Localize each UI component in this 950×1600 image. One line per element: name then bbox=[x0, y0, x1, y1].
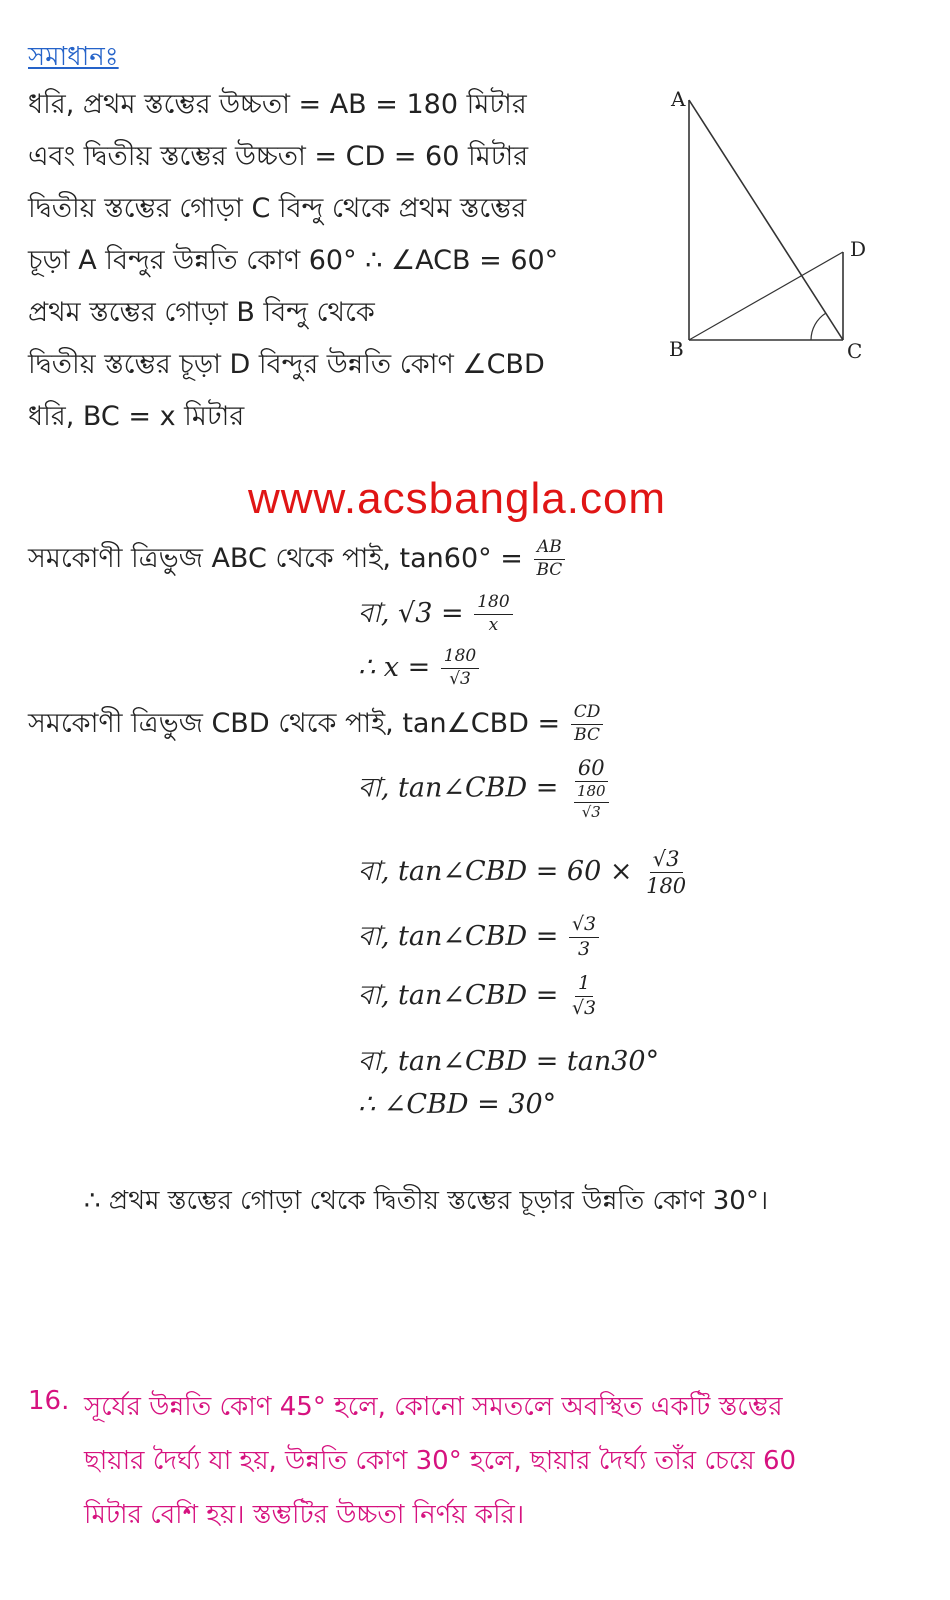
fraction bbox=[441, 648, 479, 689]
label-a: A bbox=[671, 87, 686, 111]
step-7 bbox=[358, 915, 601, 961]
step-1-text: সমকোণী ত্রিভুজ ABC থেকে পাই, tan60° = bbox=[28, 543, 523, 574]
line-bd bbox=[689, 252, 843, 340]
step-6 bbox=[358, 848, 691, 897]
fraction bbox=[569, 974, 599, 1019]
fraction bbox=[643, 848, 689, 897]
denominator: √3 bbox=[581, 802, 601, 821]
label-b: B bbox=[669, 337, 684, 361]
step-2-text: বা, √3 = bbox=[358, 598, 464, 629]
step-2 bbox=[358, 593, 515, 638]
denominator: BC bbox=[574, 725, 600, 745]
numerator: CD bbox=[571, 704, 604, 725]
problem-line-2: ছায়ার দৈর্ঘ্য যা হয়, উন্নতি কোণ 30° হলে, ছায়ার দৈর্ঘ্য তাঁর চেয়ে 60 bbox=[84, 1446, 797, 1476]
given-line-2: এবং দ্বিতীয় স্তম্ভের উচ্চতা = CD = 60 মিটার bbox=[28, 141, 529, 172]
line-ac bbox=[689, 100, 843, 340]
step-5 bbox=[358, 757, 616, 821]
step-4-text: সমকোণী ত্রিভুজ CBD থেকে পাই, tan∠CBD = bbox=[28, 708, 561, 739]
step-1 bbox=[28, 538, 567, 583]
numerator: 1 bbox=[575, 974, 593, 997]
step-3-text: ∴ x = bbox=[358, 651, 431, 683]
numerator: 180 bbox=[574, 784, 609, 803]
fraction bbox=[569, 915, 599, 960]
numerator: √3 bbox=[569, 915, 599, 938]
step-8-text: বা, tan∠CBD = bbox=[358, 979, 559, 1011]
step-6-text: বা, tan∠CBD = 60 × bbox=[358, 856, 633, 888]
given-line-5: প্রথম স্তম্ভের গোড়া B বিন্দু থেকে bbox=[28, 297, 375, 328]
denominator: √3 bbox=[571, 996, 597, 1019]
fraction bbox=[533, 539, 565, 580]
given-line-3: দ্বিতীয় স্তম্ভের গোড়া C বিন্দু থেকে প্রথম স্তম্ভের bbox=[28, 193, 527, 224]
fraction bbox=[474, 594, 512, 635]
given-line-4: চূড়া A বিন্দুর উন্নতি কোণ 60° ∴ ∠ACB = 60° bbox=[28, 245, 559, 276]
numerator: 180 bbox=[441, 648, 479, 669]
conclusion: ∴ প্রথম স্তম্ভের গোড়া থেকে দ্বিতীয় স্তম্ভের চূড়ার উন্নতি কোণ 30°। bbox=[84, 1186, 769, 1216]
denominator: 180 bbox=[646, 874, 687, 899]
nested-fraction bbox=[574, 784, 609, 821]
numerator: 60 bbox=[575, 757, 608, 782]
denominator bbox=[569, 782, 614, 821]
given-line-6: দ্বিতীয় স্তম্ভের চূড়া D বিন্দুর উন্নতি কোণ ∠CBD bbox=[28, 349, 545, 380]
given-line-1: ধরি, প্রথম স্তম্ভের উচ্চতা = AB = 180 মিটার bbox=[28, 89, 527, 120]
problem-line-3: মিটার বেশি হয়। স্তম্ভটির উচ্চতা নির্ণয় করি। bbox=[84, 1500, 525, 1530]
fraction bbox=[571, 704, 604, 745]
denominator: BC bbox=[536, 560, 563, 580]
fraction bbox=[569, 757, 614, 821]
numerator: 180 bbox=[474, 594, 512, 615]
problem-number: 16. bbox=[28, 1386, 70, 1416]
label-d: D bbox=[850, 237, 867, 261]
denominator: x bbox=[488, 615, 499, 635]
denominator: √3 bbox=[449, 668, 471, 689]
watermark: www.acsbangla.com bbox=[248, 474, 667, 523]
step-8 bbox=[358, 974, 601, 1020]
angle-arc bbox=[811, 313, 826, 340]
step-3 bbox=[358, 648, 481, 689]
step-10: ∴ ∠CBD = 30° bbox=[358, 1089, 557, 1120]
numerator: √3 bbox=[650, 848, 683, 873]
step-9: বা, tan∠CBD = tan30° bbox=[358, 1046, 660, 1077]
given-line-7: ধরি, BC = x মিটার bbox=[28, 401, 245, 432]
step-7-text: বা, tan∠CBD = bbox=[358, 920, 559, 952]
label-c: C bbox=[847, 339, 863, 363]
solution-heading: সমাধানঃ bbox=[28, 42, 119, 72]
step-4 bbox=[28, 703, 605, 748]
step-5-text: বা, tan∠CBD = bbox=[358, 772, 559, 804]
triangle-diagram bbox=[660, 80, 880, 380]
numerator: AB bbox=[534, 539, 565, 560]
problem-line-1: সূর্যের উন্নতি কোণ 45° হলে, কোনো সমতলে অবস্থিত একটি স্তম্ভের bbox=[84, 1392, 783, 1422]
denominator: 3 bbox=[577, 937, 591, 960]
